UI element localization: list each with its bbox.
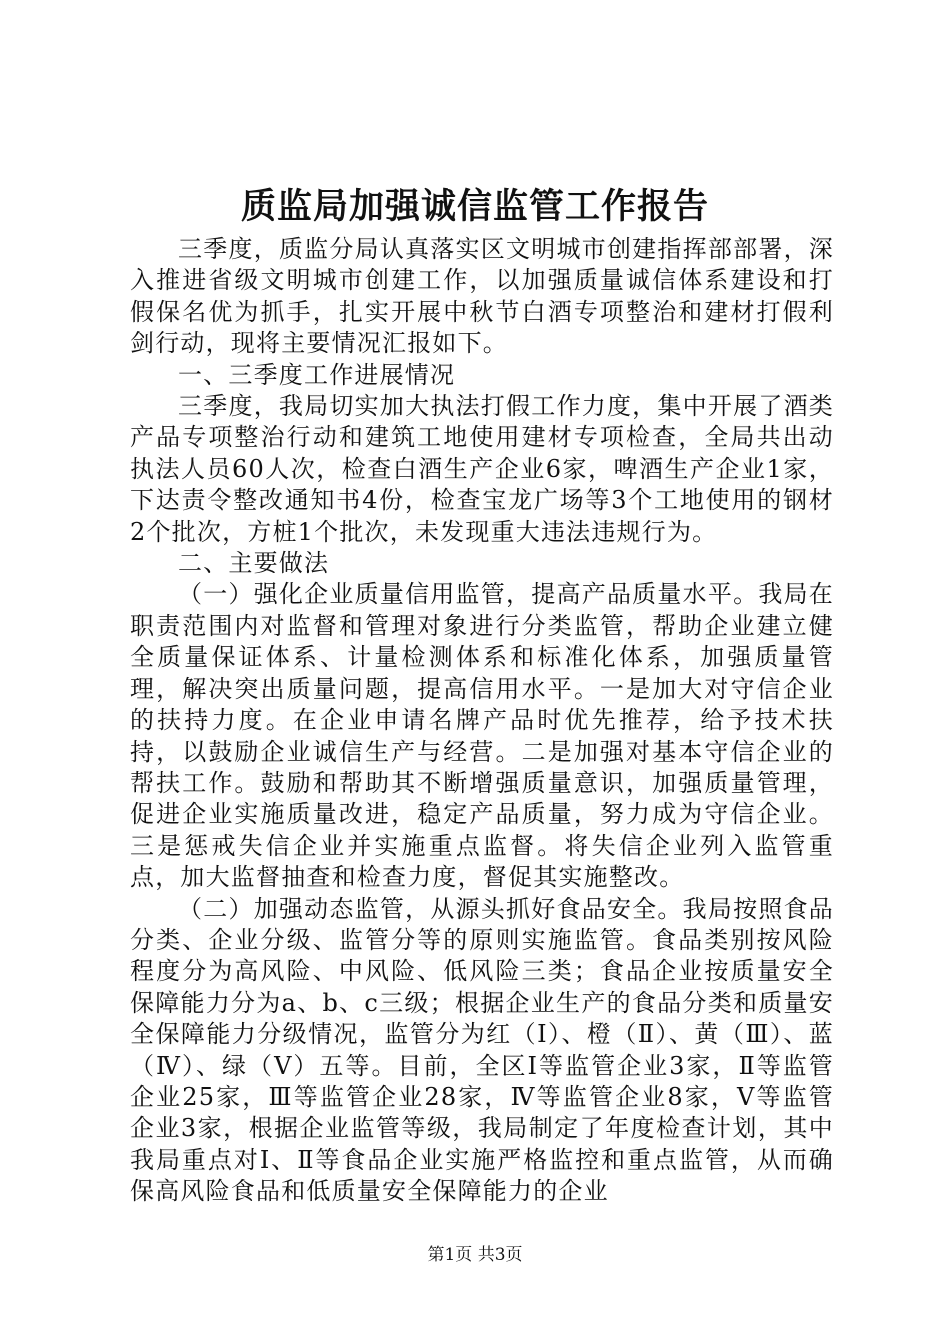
document-body [130, 234, 834, 1208]
paragraph-dynamic-supervision: （二）加强动态监管，从源头抓好食品安全。我局按照食品分类、企业分级、监管分等的原则实施监管。食品类别按风险程度分为高风险、中风险、低风险三类；食品企业按质量安全保障能力分为a、b、c三级；根据企业生产的食品分类和质量安全保障能力分级情况，监管分为红（Ⅰ）、橙（Ⅱ）、黄（Ⅲ）、蓝（Ⅳ）、绿（Ⅴ）五等。目前，全区Ⅰ等监管企业3家，Ⅱ等监管企业25家，Ⅲ等监管企业28家，Ⅳ等监管企业8家，Ⅴ等监管企业3家，根据企业监管等级，我局制定了年度检查计划，其中我局重点对Ⅰ、Ⅱ等食品企业实施严格监控和重点监管，从而确保高风险食品和低质量安全保障能力的企业 [130, 894, 834, 1206]
paragraph-progress: 三季度，我局切实加大执法打假工作力度，集中开展了酒类产品专项整治行动和建筑工地使用建材专项检查，全局共出动执法人员60人次，检查白酒生产企业6家，啤酒生产企业1家，下达责令整改通知书4份，检查宝龙广场等3个工地使用的钢材2个批次，方桩1个批次，未发现重大违法违规行为。 [130, 392, 834, 546]
paragraph-credit-supervision: （一）强化企业质量信用监管，提高产品质量水平。我局在职责范围内对监督和管理对象进行分类监管，帮助企业建立健全质量保证体系、计量检测体系和标准化体系，加强质量管理，解决突出质量问题，提高信用水平。一是加大对守信企业的扶持力度。在企业申请名牌产品时优先推荐，给予技术扶持，以鼓励企业诚信生产与经营。二是加强对基本守信企业的帮扶工作。鼓励和帮助其不断增强质量意识，加强质量管理，促进企业实施质量改进，稳定产品质量，努力成为守信企业。三是惩戒失信企业并实施重点监督。将失信企业列入监管重点，加大监督抽查和检查力度，督促其实施整改。 [130, 580, 834, 892]
section-heading-1: 一、三季度工作进展情况 [178, 360, 456, 389]
section-heading-2: 二、主要做法 [178, 549, 330, 578]
document-title: 质监局加强诚信监管工作报告 [240, 187, 709, 227]
paragraph-intro: 三季度，质监分局认真落实区文明城市创建指挥部部署，深入推进省级文明城市创建工作，以加强质量诚信体系建设和打假保名优为抓手，扎实开展中秋节白酒专项整治和建材打假利剑行动，现将主要情况汇报如下。 [130, 235, 834, 358]
page-footer: 第1页 共3页 [427, 1245, 523, 1265]
